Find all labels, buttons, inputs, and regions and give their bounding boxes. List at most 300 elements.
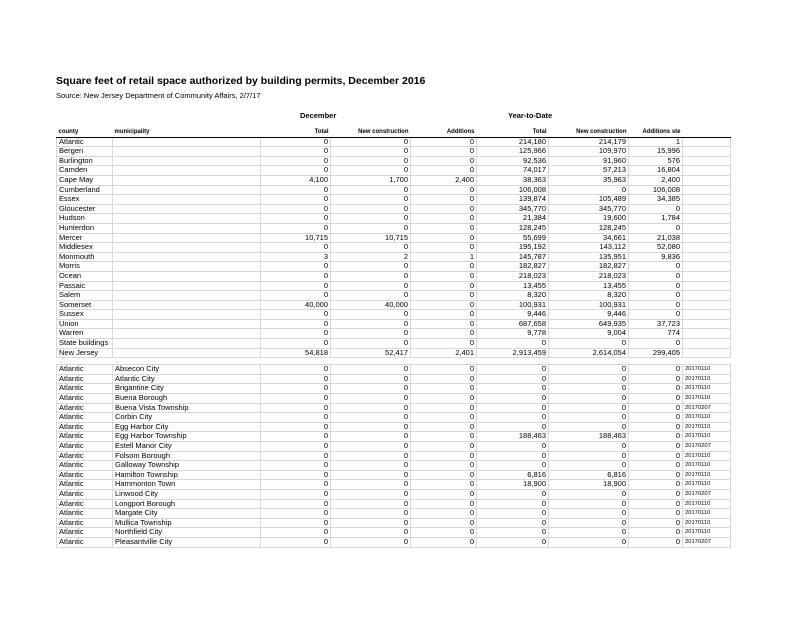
municipality-row xyxy=(57,403,731,413)
municipality-row xyxy=(57,384,731,394)
gap-cell xyxy=(683,358,731,365)
county-cell: Atlantic xyxy=(57,461,113,471)
ste-date-cell: 20170110 xyxy=(683,384,731,394)
value-cell: 0 xyxy=(331,156,411,166)
empty-cell xyxy=(683,137,731,147)
value-cell: 57,213 xyxy=(549,166,629,176)
municipality-row xyxy=(57,374,731,384)
value-cell: 0 xyxy=(261,480,331,490)
county-cell: Cumberland xyxy=(57,185,113,195)
value-cell: 0 xyxy=(411,233,477,243)
county-row xyxy=(57,348,731,358)
county-row xyxy=(57,137,731,147)
value-cell: 145,787 xyxy=(477,252,549,262)
county-row xyxy=(57,223,731,233)
value-cell: 0 xyxy=(629,537,683,547)
municipality-cell: Northfield City xyxy=(113,528,261,538)
value-cell: 55,699 xyxy=(477,233,549,243)
value-cell: 0 xyxy=(261,243,331,253)
value-cell: 18,900 xyxy=(549,480,629,490)
value-cell: 0 xyxy=(629,528,683,538)
value-cell: 0 xyxy=(549,537,629,547)
county-cell: Middlesex xyxy=(57,243,113,253)
value-cell: 182,827 xyxy=(549,262,629,272)
value-cell: 6,816 xyxy=(477,470,549,480)
county-row xyxy=(57,166,731,176)
municipality-row xyxy=(57,489,731,499)
municipality-row xyxy=(57,442,731,452)
value-cell: 0 xyxy=(549,413,629,423)
ste-date-cell: 20170110 xyxy=(683,365,731,375)
empty-cell xyxy=(683,185,731,195)
municipality-cell: Buena Borough xyxy=(113,394,261,404)
value-cell: 0 xyxy=(549,422,629,432)
value-cell: 0 xyxy=(261,271,331,281)
county-cell: Atlantic xyxy=(57,374,113,384)
value-cell: 0 xyxy=(549,442,629,452)
municipality-cell: Hamilton Township xyxy=(113,470,261,480)
empty-cell xyxy=(683,291,731,301)
value-cell: 0 xyxy=(549,489,629,499)
value-cell: 9,836 xyxy=(629,252,683,262)
column-header: New construction xyxy=(549,128,629,137)
county-cell: Sussex xyxy=(57,310,113,320)
municipality-row xyxy=(57,461,731,471)
empty-cell xyxy=(683,329,731,339)
municipality-row xyxy=(57,413,731,423)
value-cell: 0 xyxy=(411,365,477,375)
county-cell: Atlantic xyxy=(57,470,113,480)
empty-cell xyxy=(683,310,731,320)
value-cell: 0 xyxy=(411,432,477,442)
value-cell: 0 xyxy=(331,204,411,214)
value-cell: 0 xyxy=(261,281,331,291)
empty-cell xyxy=(683,262,731,272)
value-cell: 0 xyxy=(411,329,477,339)
county-cell: Cape May xyxy=(57,175,113,185)
value-cell: 0 xyxy=(331,329,411,339)
value-cell: 2,401 xyxy=(411,348,477,358)
value-cell: 0 xyxy=(477,365,549,375)
value-cell: 0 xyxy=(261,339,331,349)
county-row xyxy=(57,195,731,205)
empty-cell xyxy=(683,195,731,205)
value-cell: 0 xyxy=(331,374,411,384)
value-cell: 0 xyxy=(261,166,331,176)
value-cell: 0 xyxy=(629,394,683,404)
retail-space-table xyxy=(56,128,731,548)
value-cell: 109,970 xyxy=(549,147,629,157)
value-cell: 1 xyxy=(411,252,477,262)
value-cell: 0 xyxy=(411,262,477,272)
county-cell: Atlantic xyxy=(57,432,113,442)
municipality-cell xyxy=(113,281,261,291)
value-cell: 0 xyxy=(629,281,683,291)
value-cell: 0 xyxy=(549,185,629,195)
municipality-cell xyxy=(113,223,261,233)
value-cell: 0 xyxy=(411,271,477,281)
value-cell: 576 xyxy=(629,156,683,166)
municipality-row xyxy=(57,422,731,432)
value-cell: 0 xyxy=(411,291,477,301)
value-cell: 0 xyxy=(411,147,477,157)
municipality-cell: Atlantic City xyxy=(113,374,261,384)
municipality-cell: Linwood City xyxy=(113,489,261,499)
value-cell: 1,700 xyxy=(331,175,411,185)
value-cell: 218,023 xyxy=(477,271,549,281)
value-cell: 0 xyxy=(331,432,411,442)
value-cell: 0 xyxy=(549,461,629,471)
value-cell: 0 xyxy=(331,518,411,528)
empty-cell xyxy=(683,223,731,233)
value-cell: 0 xyxy=(331,394,411,404)
value-cell: 0 xyxy=(411,374,477,384)
value-cell: 3 xyxy=(261,252,331,262)
value-cell: 0 xyxy=(261,413,331,423)
municipality-cell: Egg Harbor Township xyxy=(113,432,261,442)
municipality-cell: Corbin City xyxy=(113,413,261,423)
value-cell: 0 xyxy=(331,499,411,509)
value-cell: 0 xyxy=(261,310,331,320)
column-header-row xyxy=(57,128,731,137)
value-cell: 0 xyxy=(331,537,411,547)
county-row xyxy=(57,262,731,272)
municipality-cell xyxy=(113,195,261,205)
value-cell: 13,455 xyxy=(549,281,629,291)
value-cell: 2,913,459 xyxy=(477,348,549,358)
county-cell: Atlantic xyxy=(57,537,113,547)
value-cell: 135,951 xyxy=(549,252,629,262)
ste-date-cell: 20170110 xyxy=(683,470,731,480)
value-cell: 0 xyxy=(477,384,549,394)
empty-cell xyxy=(683,300,731,310)
value-cell: 0 xyxy=(261,528,331,538)
value-cell: 0 xyxy=(261,394,331,404)
value-cell: 0 xyxy=(629,300,683,310)
value-cell: 0 xyxy=(411,537,477,547)
ste-date-cell: 20170110 xyxy=(683,480,731,490)
county-row xyxy=(57,156,731,166)
value-cell: 0 xyxy=(411,204,477,214)
value-cell: 0 xyxy=(261,518,331,528)
value-cell: 0 xyxy=(261,147,331,157)
value-cell: 649,935 xyxy=(549,319,629,329)
value-cell: 0 xyxy=(477,489,549,499)
value-cell: 0 xyxy=(549,499,629,509)
municipality-cell xyxy=(113,310,261,320)
value-cell: 9,778 xyxy=(477,329,549,339)
value-cell: 0 xyxy=(477,374,549,384)
value-cell: 0 xyxy=(331,291,411,301)
report-title: Square feet of retail space authorized by building permits, December 2016 xyxy=(56,75,426,87)
value-cell: 0 xyxy=(549,509,629,519)
value-cell: 0 xyxy=(411,480,477,490)
county-cell: Essex xyxy=(57,195,113,205)
municipality-row xyxy=(57,499,731,509)
value-cell: 0 xyxy=(549,451,629,461)
value-cell: 0 xyxy=(549,384,629,394)
municipality-cell xyxy=(113,329,261,339)
value-cell: 0 xyxy=(331,528,411,538)
value-cell: 106,008 xyxy=(629,185,683,195)
value-cell: 9,004 xyxy=(549,329,629,339)
county-cell: Atlantic xyxy=(57,422,113,432)
value-cell: 0 xyxy=(629,518,683,528)
value-cell: 188,463 xyxy=(549,432,629,442)
value-cell: 0 xyxy=(331,339,411,349)
value-cell: 91,960 xyxy=(549,156,629,166)
municipality-cell: Egg Harbor City xyxy=(113,422,261,432)
column-header: municipality xyxy=(113,128,261,137)
value-cell: 128,245 xyxy=(549,223,629,233)
county-cell: Salem xyxy=(57,291,113,301)
county-row xyxy=(57,243,731,253)
municipality-row xyxy=(57,537,731,547)
value-cell: 0 xyxy=(629,470,683,480)
value-cell: 195,192 xyxy=(477,243,549,253)
value-cell: 0 xyxy=(629,262,683,272)
county-row xyxy=(57,329,731,339)
value-cell: 0 xyxy=(411,137,477,147)
value-cell: 0 xyxy=(261,195,331,205)
value-cell: 0 xyxy=(411,518,477,528)
value-cell: 19,600 xyxy=(549,214,629,224)
value-cell: 0 xyxy=(261,489,331,499)
value-cell: 0 xyxy=(331,147,411,157)
value-cell: 105,489 xyxy=(549,195,629,205)
column-header: county xyxy=(57,128,113,137)
empty-cell xyxy=(683,214,731,224)
value-cell: 0 xyxy=(331,384,411,394)
value-cell: 143,112 xyxy=(549,243,629,253)
value-cell: 1 xyxy=(629,137,683,147)
value-cell: 0 xyxy=(411,300,477,310)
empty-cell xyxy=(683,233,731,243)
county-row xyxy=(57,300,731,310)
value-cell: 0 xyxy=(261,537,331,547)
value-cell: 0 xyxy=(629,310,683,320)
county-row xyxy=(57,175,731,185)
ste-date-cell: 20170207 xyxy=(683,537,731,547)
value-cell: 0 xyxy=(411,403,477,413)
county-row xyxy=(57,319,731,329)
value-cell: 34,385 xyxy=(629,195,683,205)
municipality-cell: Brigantine City xyxy=(113,384,261,394)
value-cell: 0 xyxy=(261,214,331,224)
municipality-row xyxy=(57,432,731,442)
value-cell: 38,363 xyxy=(477,175,549,185)
value-cell: 0 xyxy=(629,413,683,423)
municipality-cell xyxy=(113,175,261,185)
county-row xyxy=(57,185,731,195)
ste-date-cell: 20170110 xyxy=(683,394,731,404)
value-cell: 0 xyxy=(261,262,331,272)
value-cell: 0 xyxy=(261,442,331,452)
value-cell: 2,400 xyxy=(629,175,683,185)
value-cell: 0 xyxy=(261,156,331,166)
value-cell: 0 xyxy=(411,185,477,195)
municipality-cell xyxy=(113,300,261,310)
value-cell: 0 xyxy=(477,413,549,423)
column-header: Additions xyxy=(411,128,477,137)
municipality-cell xyxy=(113,214,261,224)
county-cell: Warren xyxy=(57,329,113,339)
value-cell: 0 xyxy=(629,271,683,281)
empty-cell xyxy=(683,204,731,214)
municipality-row xyxy=(57,509,731,519)
county-row xyxy=(57,233,731,243)
column-header-spacer xyxy=(683,128,731,137)
value-cell: 0 xyxy=(331,461,411,471)
value-cell: 182,827 xyxy=(477,262,549,272)
municipality-cell: Estell Manor City xyxy=(113,442,261,452)
value-cell: 0 xyxy=(331,365,411,375)
municipality-cell: Longport Borough xyxy=(113,499,261,509)
municipality-cell xyxy=(113,185,261,195)
value-cell: 345,770 xyxy=(549,204,629,214)
value-cell: 0 xyxy=(331,489,411,499)
value-cell: 0 xyxy=(549,394,629,404)
value-cell: 52,417 xyxy=(331,348,411,358)
empty-cell xyxy=(683,252,731,262)
value-cell: 10,715 xyxy=(261,233,331,243)
county-cell: Somerset xyxy=(57,300,113,310)
column-header: Additions ste xyxy=(629,128,683,137)
value-cell: 0 xyxy=(411,384,477,394)
gap-cell xyxy=(549,358,629,365)
group-header-year-to-date: Year-to-Date xyxy=(508,111,553,120)
county-cell: Monmouth xyxy=(57,252,113,262)
municipality-row xyxy=(57,518,731,528)
column-header: Total xyxy=(261,128,331,137)
value-cell: 0 xyxy=(629,432,683,442)
value-cell: 0 xyxy=(331,262,411,272)
municipality-cell xyxy=(113,339,261,349)
value-cell: 13,455 xyxy=(477,281,549,291)
county-cell: Atlantic xyxy=(57,518,113,528)
value-cell: 0 xyxy=(549,528,629,538)
value-cell: 0 xyxy=(629,461,683,471)
value-cell: 37,723 xyxy=(629,319,683,329)
value-cell: 8,320 xyxy=(549,291,629,301)
empty-cell xyxy=(683,243,731,253)
value-cell: 0 xyxy=(629,499,683,509)
empty-cell xyxy=(683,156,731,166)
value-cell: 0 xyxy=(331,509,411,519)
value-cell: 214,180 xyxy=(477,137,549,147)
municipality-cell: Galloway Township xyxy=(113,461,261,471)
county-cell: Atlantic xyxy=(57,137,113,147)
value-cell: 9,446 xyxy=(549,310,629,320)
ste-date-cell: 20170110 xyxy=(683,518,731,528)
value-cell: 0 xyxy=(411,310,477,320)
gap-cell xyxy=(331,358,411,365)
value-cell: 2,400 xyxy=(411,175,477,185)
value-cell: 0 xyxy=(411,489,477,499)
value-cell: 0 xyxy=(477,499,549,509)
value-cell: 40,000 xyxy=(261,300,331,310)
ste-date-cell: 20170110 xyxy=(683,374,731,384)
value-cell: 0 xyxy=(629,422,683,432)
municipality-row xyxy=(57,470,731,480)
value-cell: 128,245 xyxy=(477,223,549,233)
value-cell: 0 xyxy=(549,518,629,528)
municipality-cell: Absecon City xyxy=(113,365,261,375)
ste-date-cell: 20170110 xyxy=(683,451,731,461)
municipality-cell xyxy=(113,348,261,358)
ste-date-cell: 20170110 xyxy=(683,509,731,519)
county-cell: Ocean xyxy=(57,271,113,281)
county-cell: State buildings xyxy=(57,339,113,349)
value-cell: 16,804 xyxy=(629,166,683,176)
value-cell: 0 xyxy=(331,480,411,490)
value-cell: 0 xyxy=(261,223,331,233)
empty-cell xyxy=(683,281,731,291)
county-cell: Atlantic xyxy=(57,528,113,538)
value-cell: 0 xyxy=(477,403,549,413)
value-cell: 0 xyxy=(411,394,477,404)
county-cell: Atlantic xyxy=(57,480,113,490)
value-cell: 0 xyxy=(411,451,477,461)
empty-cell xyxy=(683,175,731,185)
municipality-cell: Margate City xyxy=(113,509,261,519)
value-cell: 774 xyxy=(629,329,683,339)
county-cell: Atlantic xyxy=(57,489,113,499)
value-cell: 0 xyxy=(331,422,411,432)
value-cell: 0 xyxy=(261,422,331,432)
value-cell: 0 xyxy=(261,137,331,147)
value-cell: 188,463 xyxy=(477,432,549,442)
value-cell: 139,874 xyxy=(477,195,549,205)
value-cell: 0 xyxy=(411,422,477,432)
value-cell: 0 xyxy=(261,365,331,375)
value-cell: 18,900 xyxy=(477,480,549,490)
value-cell: 0 xyxy=(629,403,683,413)
value-cell: 0 xyxy=(331,243,411,253)
gap-cell xyxy=(261,358,331,365)
value-cell: 214,179 xyxy=(549,137,629,147)
empty-cell xyxy=(683,319,731,329)
county-cell: Gloucester xyxy=(57,204,113,214)
value-cell: 0 xyxy=(411,528,477,538)
value-cell: 0 xyxy=(477,509,549,519)
value-cell: 21,384 xyxy=(477,214,549,224)
value-cell: 0 xyxy=(331,281,411,291)
value-cell: 0 xyxy=(331,310,411,320)
ste-date-cell: 20170110 xyxy=(683,422,731,432)
value-cell: 40,000 xyxy=(331,300,411,310)
county-row xyxy=(57,291,731,301)
value-cell: 0 xyxy=(411,470,477,480)
value-cell: 21,038 xyxy=(629,233,683,243)
county-cell: Atlantic xyxy=(57,413,113,423)
value-cell: 15,996 xyxy=(629,147,683,157)
value-cell: 0 xyxy=(331,137,411,147)
value-cell: 0 xyxy=(629,442,683,452)
value-cell: 0 xyxy=(261,185,331,195)
value-cell: 0 xyxy=(331,442,411,452)
value-cell: 0 xyxy=(629,489,683,499)
value-cell: 0 xyxy=(477,442,549,452)
value-cell: 0 xyxy=(261,291,331,301)
county-row xyxy=(57,147,731,157)
value-cell: 0 xyxy=(331,185,411,195)
value-cell: 9,446 xyxy=(477,310,549,320)
value-cell: 0 xyxy=(629,365,683,375)
municipality-cell: Pleasantville City xyxy=(113,537,261,547)
county-cell: Atlantic xyxy=(57,384,113,394)
value-cell: 0 xyxy=(549,374,629,384)
